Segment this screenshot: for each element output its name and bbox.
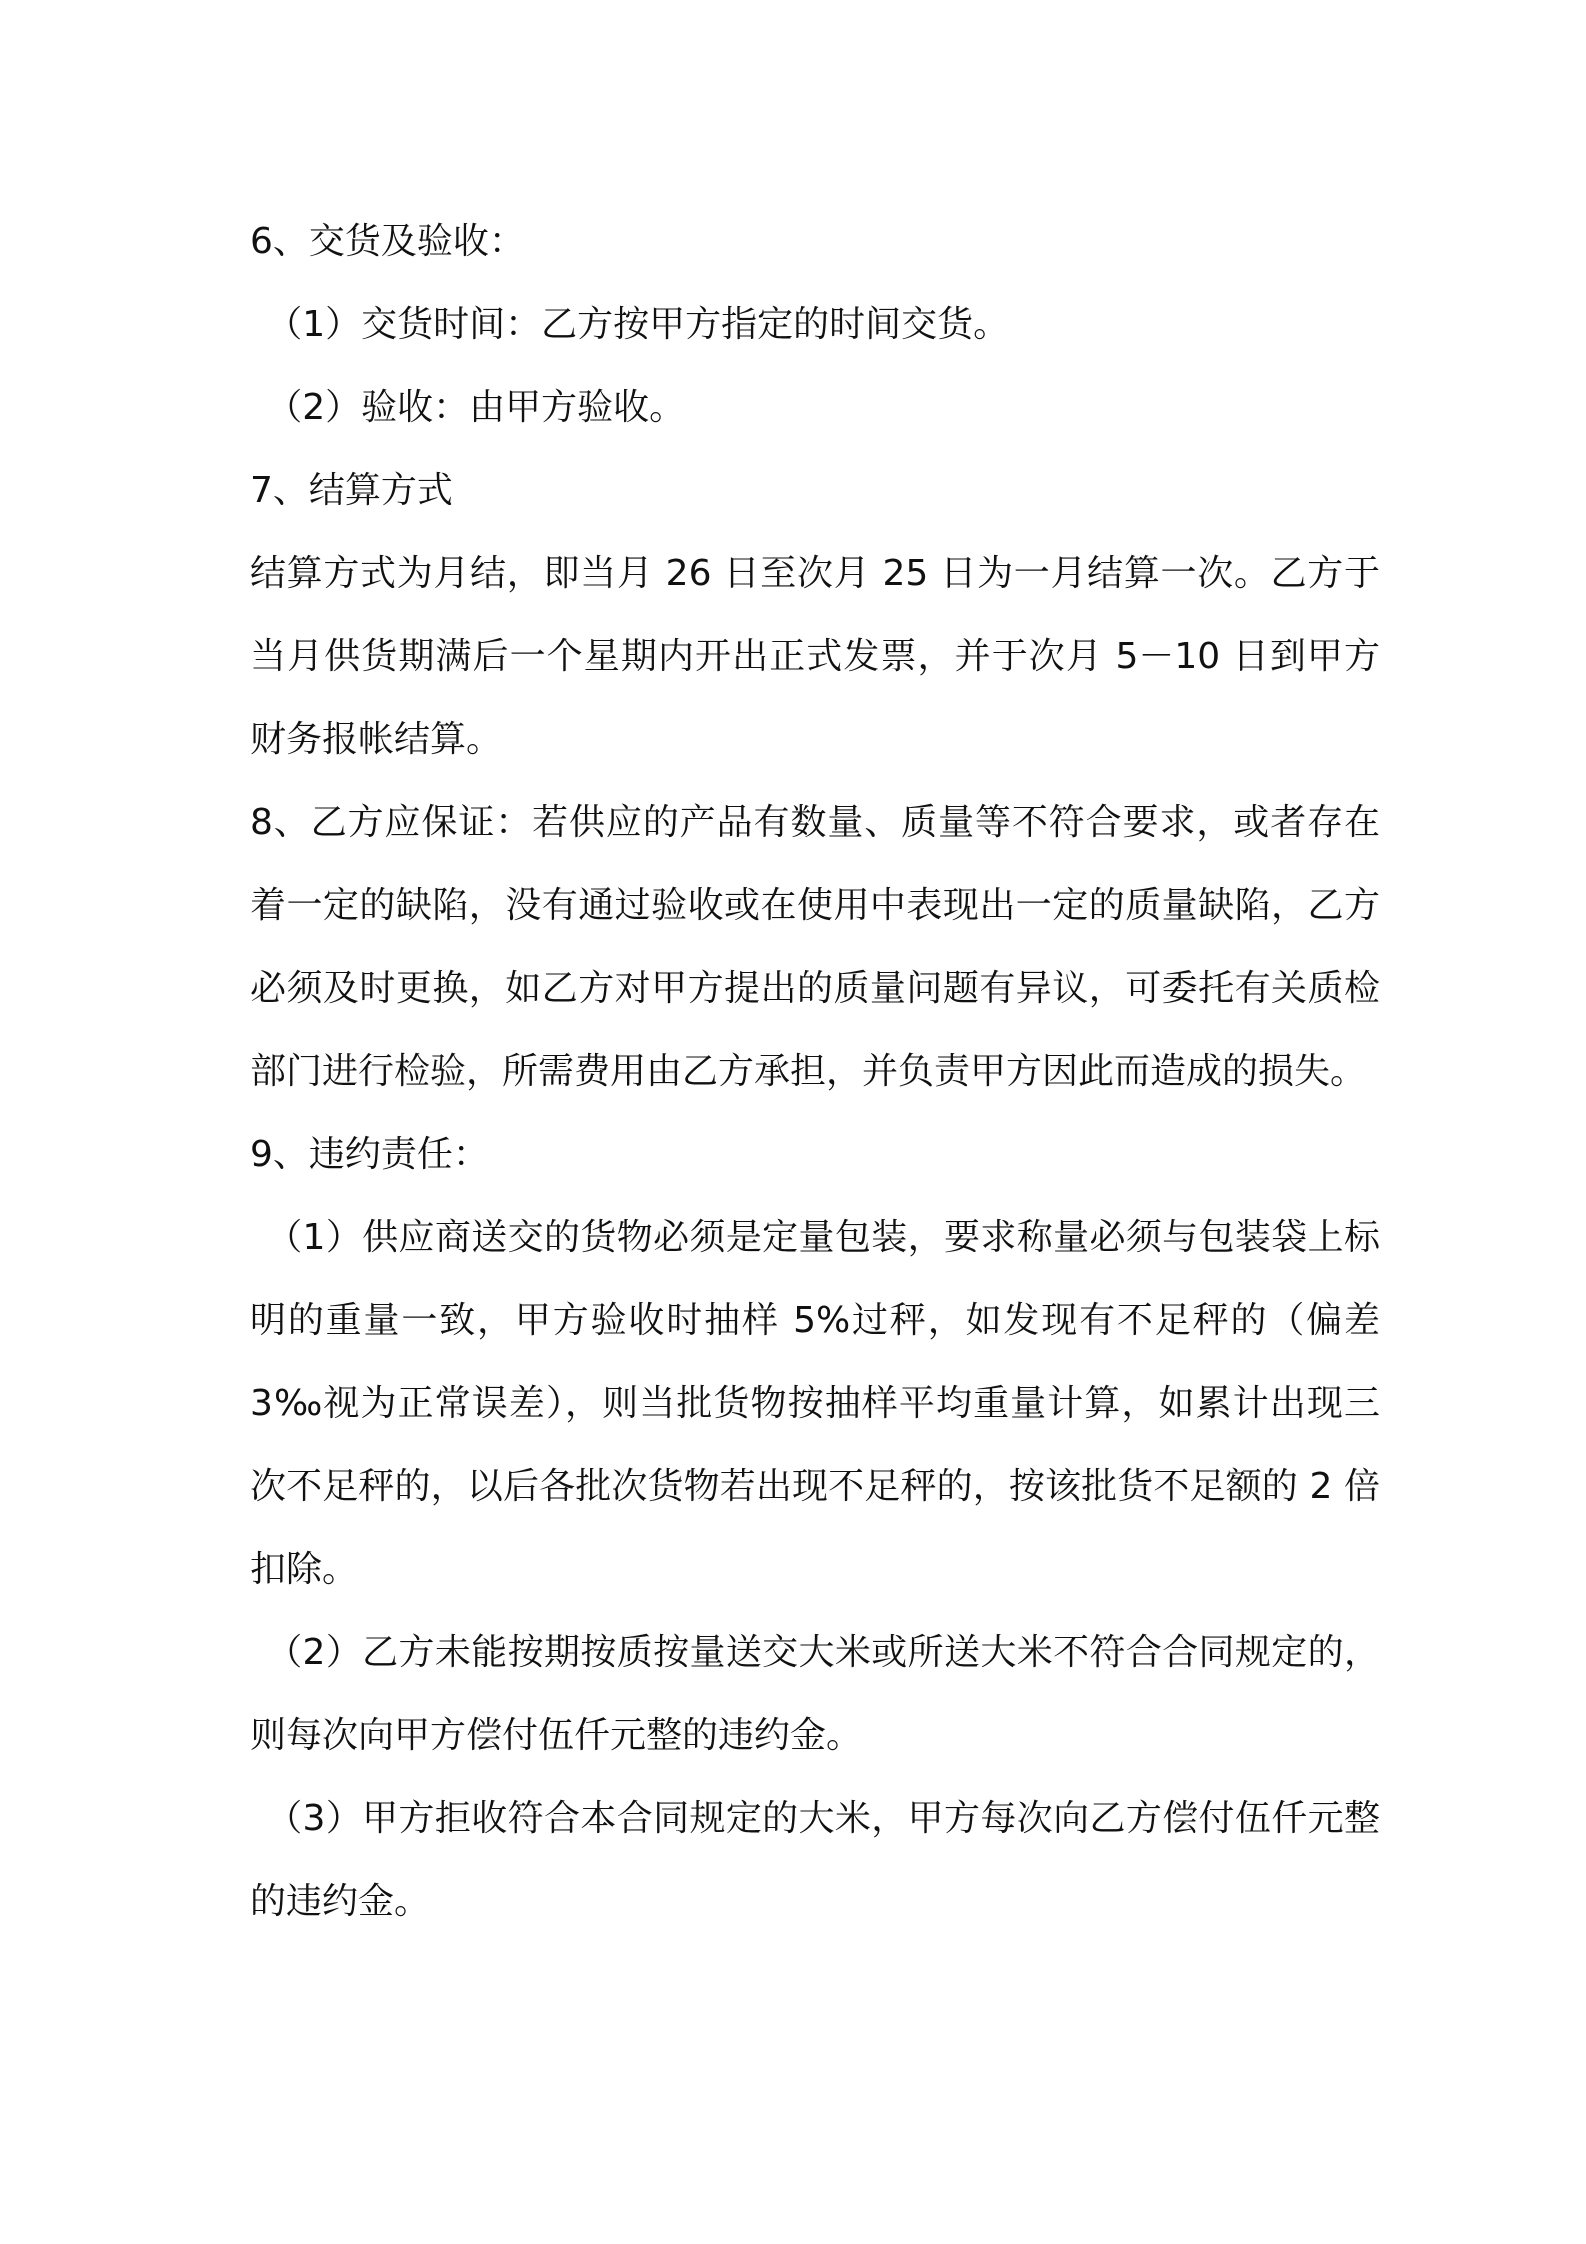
section-heading-settlement: 7、结算方式 — [250, 470, 453, 511]
document-body — [250, 200, 1380, 1943]
clause-delivery-time: （1）交货时间：乙方按甲方指定的时间交货。 — [266, 304, 1010, 345]
clause-liability-rejection: （3）甲方拒收符合本合同规定的大米，甲方每次向乙方偿付伍仟元整的违约金。 — [250, 1798, 1380, 1922]
section-heading-liability: 9、违约责任： — [250, 1134, 489, 1175]
clause-liability-delivery: （2）乙方未能按期按质按量送交大米或所送大米不符合合同规定的，则每次向甲方偿付伍仟元整的违约金。 — [250, 1632, 1380, 1756]
clause-settlement-terms: 结算方式为月结，即当月 26 日至次月 25 日为一月结算一次。乙方于当月供货期满后一个星期内开出正式发票，并于次月 5－10 日到甲方财务报帐结算。 — [250, 553, 1380, 760]
clause-liability-weight: （1）供应商送交的货物必须是定量包装，要求称量必须与包装袋上标明的重量一致，甲方验收时抽样 5%过秤，如发现有不足秤的（偏差 3‰视为正常误差），则当批货物按抽样平均重量计算，如累计出现三次不足秤的，以后各批次货物若出现不足秤的，按该批货不足额的 2 倍扣除。 — [250, 1217, 1380, 1590]
clause-acceptance: （2）验收：由甲方验收。 — [266, 387, 686, 428]
section-heading-delivery: 6、交货及验收： — [250, 221, 525, 262]
clause-party-b-guarantee: 8、乙方应保证：若供应的产品有数量、质量等不符合要求，或者存在着一定的缺陷，没有通过验收或在使用中表现出一定的质量缺陷，乙方必须及时更换，如乙方对甲方提出的质量问题有异议，可委托有关质检部门进行检验，所需费用由乙方承担，并负责甲方因此而造成的损失。 — [250, 802, 1380, 1092]
